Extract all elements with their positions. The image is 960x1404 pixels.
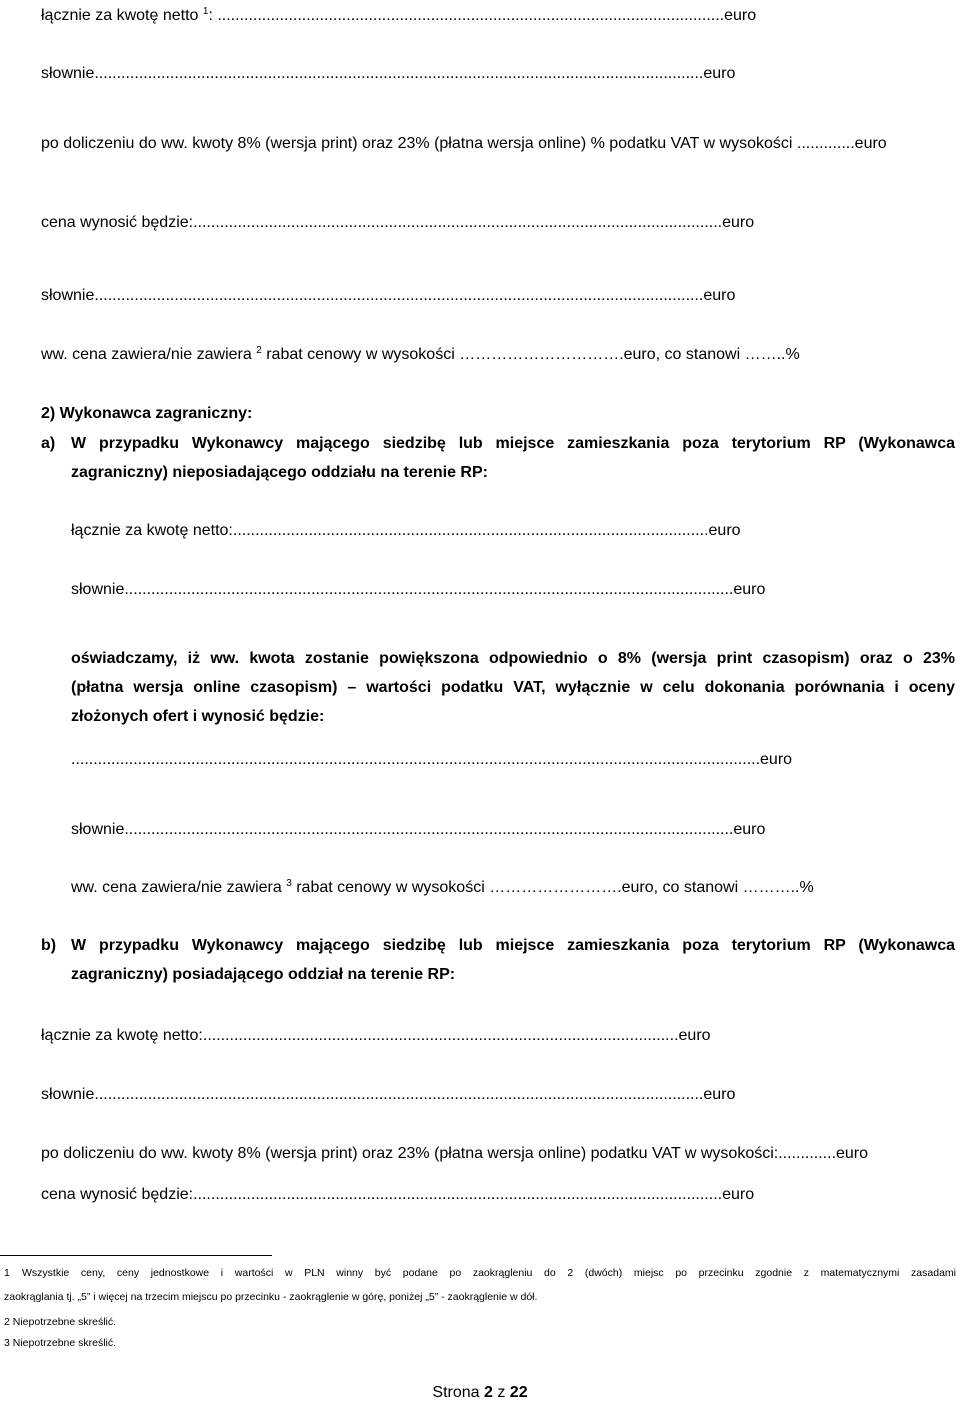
a-dots-line: ...........................................................................................................................................................euro <box>71 751 793 768</box>
footnote-2: 2 Niepotrzebne skreślić. <box>4 1316 117 1328</box>
item-b-line2: zagraniczny) posiadającego oddział na terenie RP: <box>71 966 456 983</box>
footnote-3: 3 Niepotrzebne skreślić. <box>4 1337 117 1349</box>
a-netto-line: łącznie za kwotę netto:...........................................................................................................euro <box>71 522 741 539</box>
slownie-line-1: słownie.........................................................................................................................................euro <box>41 65 736 82</box>
page-number <box>0 1384 960 1402</box>
a-rabat-line <box>71 878 814 898</box>
item-a-line2: zagraniczny) nieposiadającego oddziału na terenie RP: <box>71 464 488 481</box>
netto-dots: : ..................................................................................................................euro <box>208 7 757 24</box>
footnote-ref-2: 2 <box>256 345 262 356</box>
netto-label: łącznie za kwotę netto <box>41 7 199 24</box>
a-slownie-line-2: słownie.........................................................................................................................................euro <box>71 821 766 838</box>
rabat-label: ww. cena zawiera/nie zawiera <box>41 346 252 363</box>
page-label: Strona <box>432 1384 484 1401</box>
item-b-line1: W przypadku Wykonawcy mającego siedzibę lub miejsce zamieszkania poza terytorium RP (Wykonawca <box>71 937 955 954</box>
footnote-1-line1: Wszystkie ceny, ceny jednostkowe i wartości w PLN winny być podane po zaokrągleniu do 2 (dwóch) miejsc po przecinku zgodnie z matematycznymi zasadami <box>22 1267 956 1279</box>
rabat-line <box>41 345 800 365</box>
b-netto-line: łącznie za kwotę netto:...........................................................................................................euro <box>41 1027 711 1044</box>
page-current: 2 <box>484 1384 493 1401</box>
a-slownie-line: słownie.........................................................................................................................................euro <box>71 581 766 598</box>
footnote-1-line2: zaokrąglania tj. „5” i więcej na trzecim miejscu po przecinku - zaokrąglenie w górę, poniżej „5” - zaokrąglenie w dół. <box>4 1291 538 1303</box>
b-cena-line: cena wynosić będzie:.......................................................................................................................euro <box>41 1186 755 1203</box>
section-heading: 2) Wykonawca zagraniczny: <box>41 405 253 422</box>
rabat-dots: rabat cenowy w wysokości ………………………….euro, co stanowi ……..% <box>261 346 800 363</box>
b-slownie-line: słownie.........................................................................................................................................euro <box>41 1086 736 1103</box>
slownie-line-2: słownie.........................................................................................................................................euro <box>41 287 736 304</box>
item-a-line1: W przypadku Wykonawcy mającego siedzibę lub miejsce zamieszkania poza terytorium RP (Wykonawca <box>71 435 955 452</box>
item-b-label: b) <box>41 937 57 954</box>
footnote-1-number: 1 <box>4 1267 10 1279</box>
footnote-ref-1: 1 <box>202 6 209 17</box>
a-declaration-line3: złożonych ofert i wynosić będzie: <box>71 708 325 725</box>
footnote-ref-3: 3 <box>286 878 292 889</box>
vat-line: po doliczeniu do ww. kwoty 8% (wersja print) oraz 23% (płatna wersja online) % podatku VAT w wysokości .............euro <box>41 135 887 152</box>
netto-line <box>41 6 756 26</box>
page-total: 22 <box>509 1384 528 1401</box>
footnote-separator <box>0 1255 272 1256</box>
cena-line: cena wynosić będzie:.......................................................................................................................euro <box>41 214 755 231</box>
a-declaration-line1: oświadczamy, iż ww. kwota zostanie powiększona odpowiednio o 8% (wersja print czasopism) oraz o 23% <box>71 650 955 667</box>
a-declaration-line2: (płatna wersja online czasopism) – wartości podatku VAT, wyłącznie w celu dokonania porównania i oceny <box>71 679 955 696</box>
b-vat-line: po doliczeniu do ww. kwoty 8% (wersja print) oraz 23% (płatna wersja online) podatku VAT w wysokości:.............euro <box>41 1145 869 1162</box>
item-a-label: a) <box>41 435 56 452</box>
a-rabat-dots: rabat cenowy w wysokości …………………….euro, co stanowi ………..% <box>291 879 814 896</box>
a-rabat-label: ww. cena zawiera/nie zawiera <box>71 879 282 896</box>
page-separator: z <box>492 1384 510 1401</box>
